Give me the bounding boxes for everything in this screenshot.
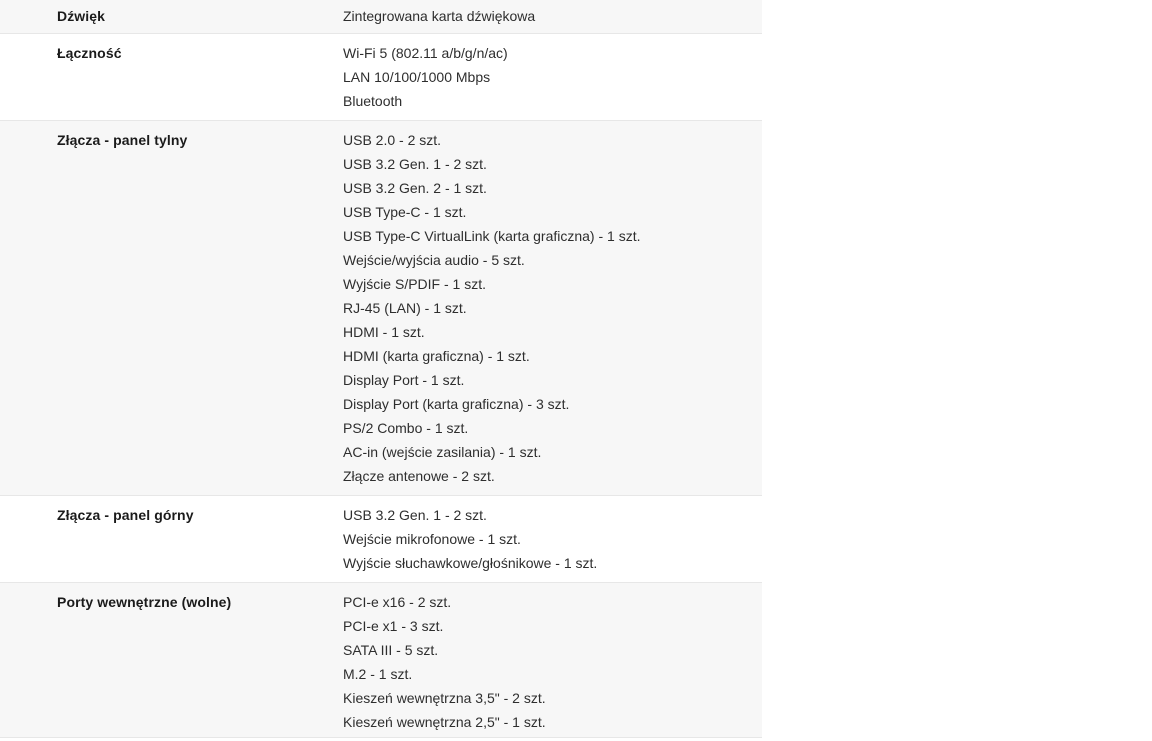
spec-value-line: HDMI (karta graficzna) - 1 szt. <box>343 348 530 364</box>
spec-values <box>343 41 742 113</box>
spec-value-line: LAN 10/100/1000 Mbps <box>343 69 491 85</box>
spec-value-line: USB 2.0 - 2 szt. <box>343 132 442 148</box>
spec-value-line: USB Type-C - 1 szt. <box>343 204 467 220</box>
spec-row <box>0 0 762 34</box>
spec-value-line: Wi-Fi 5 (802.11 a/b/g/n/ac) <box>343 45 508 61</box>
spec-value-line: PS/2 Combo - 1 szt. <box>343 420 469 436</box>
spec-value-line: USB 3.2 Gen. 1 - 2 szt. <box>343 507 487 523</box>
spec-value-line: Zintegrowana karta dźwiękowa <box>343 8 536 24</box>
spec-value-line: Wyjście S/PDIF - 1 szt. <box>343 276 487 292</box>
spec-value-line: SATA III - 5 szt. <box>343 642 439 658</box>
spec-row <box>0 583 762 738</box>
spec-label: Złącza - panel tylny <box>57 132 188 148</box>
spec-label: Porty wewnętrzne (wolne) <box>57 594 232 610</box>
spec-label: Łączność <box>57 45 122 61</box>
spec-values <box>343 590 742 734</box>
spec-value-line: PCI-e x16 - 2 szt. <box>343 594 452 610</box>
spec-value-line: Display Port (karta graficzna) - 3 szt. <box>343 396 570 412</box>
spec-value-line: M.2 - 1 szt. <box>343 666 413 682</box>
spec-value-line: Kieszeń wewnętrzna 3,5" - 2 szt. <box>343 690 546 706</box>
spec-values <box>343 128 742 488</box>
spec-row <box>0 496 762 583</box>
spec-value-line: Wejście mikrofonowe - 1 szt. <box>343 531 521 547</box>
spec-value-line: Kieszeń wewnętrzna 2,5" - 1 szt. <box>343 714 546 730</box>
spec-value-line: Display Port - 1 szt. <box>343 372 465 388</box>
spec-values <box>343 4 742 28</box>
spec-label: Złącza - panel górny <box>57 507 194 523</box>
spec-value-line: PCI-e x1 - 3 szt. <box>343 618 444 634</box>
spec-value-line: USB Type-C VirtualLink (karta graficzna) - 1 szt. <box>343 228 641 244</box>
spec-row <box>0 34 762 121</box>
spec-value-line: USB 3.2 Gen. 1 - 2 szt. <box>343 156 487 172</box>
spec-value-line: Wejście/wyjścia audio - 5 szt. <box>343 252 525 268</box>
spec-value-line: RJ-45 (LAN) - 1 szt. <box>343 300 467 316</box>
spec-row <box>0 121 762 496</box>
spec-value-line: AC-in (wejście zasilania) - 1 szt. <box>343 444 542 460</box>
spec-value-line: USB 3.2 Gen. 2 - 1 szt. <box>343 180 487 196</box>
spec-values <box>343 503 742 575</box>
spec-value-line: Wyjście słuchawkowe/głośnikowe - 1 szt. <box>343 555 598 571</box>
spec-value-line: Złącze antenowe - 2 szt. <box>343 468 495 484</box>
spec-value-line: HDMI - 1 szt. <box>343 324 425 340</box>
spec-label: Dźwięk <box>57 8 106 24</box>
spec-value-line: Bluetooth <box>343 93 403 109</box>
